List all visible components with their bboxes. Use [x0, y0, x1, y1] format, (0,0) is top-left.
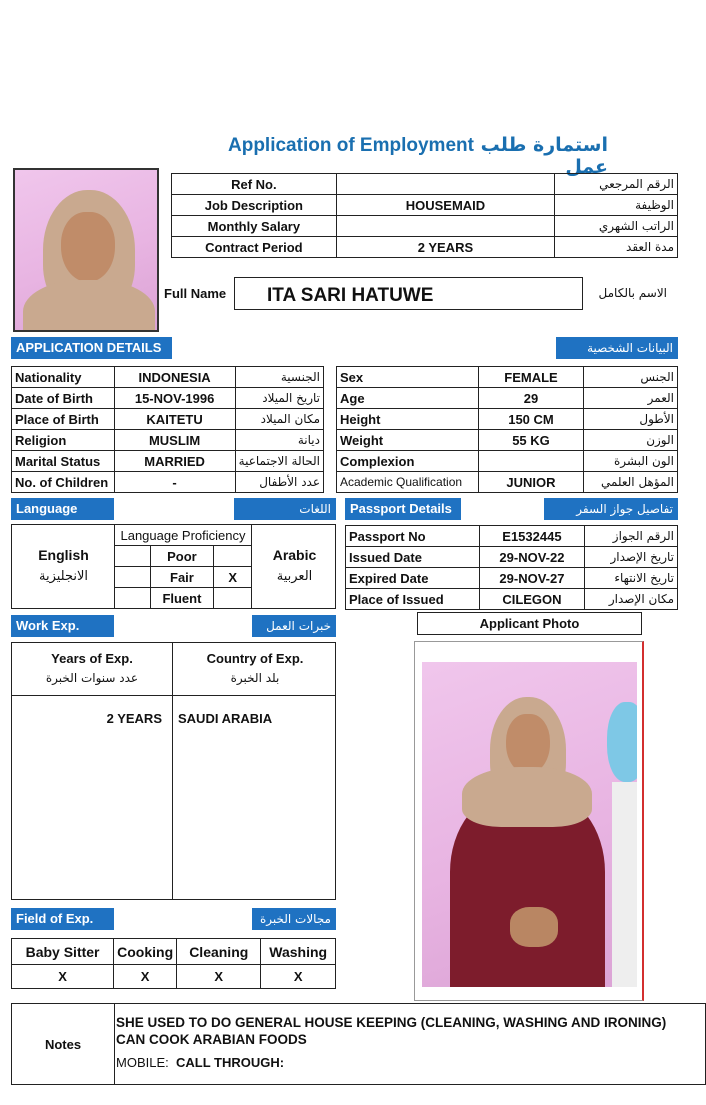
portrait-photo	[13, 168, 159, 332]
pob-label: Place of Birth	[12, 409, 115, 430]
table-row	[337, 409, 678, 430]
job-description-value: HOUSEMAID	[336, 195, 554, 216]
marital-status-label: Marital Status	[12, 451, 115, 472]
children-label-ar: عدد الأطفال	[235, 472, 323, 493]
table-row	[172, 195, 678, 216]
table-row	[346, 547, 678, 568]
sex-label: Sex	[337, 367, 479, 388]
field-exp-header-ar: مجالات الخبرة	[252, 908, 336, 930]
contract-period-label-ar: مدة العقد	[555, 237, 678, 258]
years-exp-label-ar: عدد سنوات الخبرة	[45, 671, 139, 685]
dob-label: Date of Birth	[12, 388, 115, 409]
height-value: 150 CM	[478, 409, 583, 430]
language-proficiency-table	[114, 524, 252, 609]
age-label-ar: العمر	[584, 388, 678, 409]
table-row	[12, 965, 336, 989]
sex-value: FEMALE	[478, 367, 583, 388]
table-row	[337, 367, 678, 388]
table-row	[346, 526, 678, 547]
dob-value: 15-NOV-1996	[114, 388, 235, 409]
notes-label: Notes	[44, 1037, 82, 1052]
language-proficiency-label: Language Proficiency	[115, 525, 252, 546]
children-value: -	[114, 472, 235, 493]
table-row	[12, 367, 324, 388]
arabic-fair-cell: X	[214, 567, 252, 588]
country-exp-label-ar: بلد الخبرة	[230, 671, 280, 685]
arabic-label: Arabic	[272, 547, 317, 563]
field-cleaning-label: Cleaning	[177, 939, 261, 965]
english-fluent-cell	[115, 588, 151, 609]
nationality-label: Nationality	[12, 367, 115, 388]
place-issued-label: Place of Issued	[346, 589, 480, 610]
table-row	[346, 589, 678, 610]
table-row	[115, 525, 252, 546]
weight-label: Weight	[337, 430, 479, 451]
english-fair-cell	[115, 567, 151, 588]
table-row	[12, 409, 324, 430]
job-description-label: Job Description	[172, 195, 337, 216]
children-label: No. of Children	[12, 472, 115, 493]
age-value: 29	[478, 388, 583, 409]
level-fair: Fair	[150, 567, 214, 588]
table-row	[337, 388, 678, 409]
notes-line-1: SHE USED TO DO GENERAL HOUSE KEEPING (CLEANING, WASHING AND IRONING)	[116, 1015, 667, 1030]
table-row	[115, 546, 252, 567]
ref-no-value	[336, 174, 554, 195]
pob-value: KAITETU	[114, 409, 235, 430]
mobile-value: CALL THROUGH:	[176, 1055, 285, 1070]
top-info-table	[171, 173, 678, 258]
issued-date-label: Issued Date	[346, 547, 480, 568]
table-row	[12, 430, 324, 451]
country-exp-value: SAUDI ARABIA	[178, 711, 273, 726]
academic-value: JUNIOR	[478, 472, 583, 493]
dob-label-ar: تاريخ الميلاد	[235, 388, 323, 409]
field-exp-header: Field of Exp.	[11, 908, 114, 930]
field-cleaning-mark: X	[177, 965, 261, 989]
job-description-label-ar: الوظيفة	[555, 195, 678, 216]
field-baby-sitter-label: Baby Sitter	[12, 939, 114, 965]
full-name-box	[234, 277, 583, 310]
religion-label-ar: ديانة	[235, 430, 323, 451]
applicant-photo-label: Applicant Photo	[417, 612, 642, 635]
passport-no-label-ar: الرقم الجواز	[585, 526, 678, 547]
field-cooking-mark: X	[114, 965, 177, 989]
passport-header: Passport Details	[345, 498, 461, 520]
level-poor: Poor	[150, 546, 214, 567]
marital-status-value: MARRIED	[114, 451, 235, 472]
arabic-label-ar: العربية	[276, 569, 313, 584]
height-label: Height	[337, 409, 479, 430]
table-row	[12, 388, 324, 409]
religion-label: Religion	[12, 430, 115, 451]
pob-label-ar: مكان الميلاد	[235, 409, 323, 430]
nationality-label-ar: الجنسية	[235, 367, 323, 388]
field-washing-mark: X	[261, 965, 336, 989]
monthly-salary-label: Monthly Salary	[172, 216, 337, 237]
table-row	[172, 174, 678, 195]
religion-value: MUSLIM	[114, 430, 235, 451]
table-row	[346, 568, 678, 589]
table-row	[12, 451, 324, 472]
applicant-photo	[414, 641, 644, 1001]
work-exp-header-ar: خبرات العمل	[252, 615, 336, 637]
application-details-header: APPLICATION DETAILS	[11, 337, 172, 359]
field-exp-table	[11, 938, 336, 989]
application-details-header-ar: البيانات الشخصية	[556, 337, 678, 359]
age-label: Age	[337, 388, 479, 409]
nationality-value: INDONESIA	[114, 367, 235, 388]
language-header-ar: اللغات	[234, 498, 336, 520]
complexion-label: Complexion	[337, 451, 479, 472]
contract-period-label: Contract Period	[172, 237, 337, 258]
personal-details-left-table	[11, 366, 324, 493]
place-issued-label-ar: مكان الإصدار	[585, 589, 678, 610]
table-row	[115, 567, 252, 588]
table-row	[337, 430, 678, 451]
passport-table	[345, 525, 678, 610]
height-label-ar: الأطول	[584, 409, 678, 430]
issued-date-value: 29-NOV-22	[479, 547, 585, 568]
ref-no-label: Ref No.	[172, 174, 337, 195]
level-fluent: Fluent	[150, 588, 214, 609]
full-name-label-ar: الاسم بالكامل	[598, 286, 667, 300]
expired-date-label-ar: تاريخ الانتهاء	[585, 568, 678, 589]
english-label: English	[38, 547, 89, 563]
table-row	[172, 216, 678, 237]
years-exp-value: 2 YEARS	[106, 711, 162, 726]
notes-box	[11, 1003, 706, 1085]
expired-date-label: Expired Date	[346, 568, 480, 589]
monthly-salary-value	[336, 216, 554, 237]
complexion-value	[478, 451, 583, 472]
notes-line-2: CAN COOK ARABIAN FOODS	[116, 1032, 307, 1047]
contract-period-value: 2 YEARS	[336, 237, 554, 258]
work-exp-box	[11, 642, 336, 900]
language-header: Language	[11, 498, 114, 520]
field-washing-label: Washing	[261, 939, 336, 965]
work-exp-header: Work Exp.	[11, 615, 114, 637]
ref-no-label-ar: الرقم المرجعي	[555, 174, 678, 195]
table-row	[12, 472, 324, 493]
personal-details-right-table	[336, 366, 678, 493]
complexion-label-ar: الون البشرة	[584, 451, 678, 472]
mobile-label: MOBILE:	[116, 1055, 169, 1070]
academic-label-ar: المؤهل العلمي	[584, 472, 678, 493]
monthly-salary-label-ar: الراتب الشهري	[555, 216, 678, 237]
arabic-fluent-cell	[214, 588, 252, 609]
english-label-ar: الانجليزية	[38, 569, 89, 584]
field-baby-sitter-mark: X	[12, 965, 114, 989]
place-issued-value: CILEGON	[479, 589, 585, 610]
english-poor-cell	[115, 546, 151, 567]
expired-date-value: 29-NOV-27	[479, 568, 585, 589]
country-exp-label: Country of Exp.	[206, 651, 304, 666]
marital-status-label-ar: الحالة الاجتماعية	[235, 451, 323, 472]
table-row	[337, 472, 678, 493]
table-row	[115, 588, 252, 609]
sex-label-ar: الجنس	[584, 367, 678, 388]
years-exp-label: Years of Exp.	[51, 651, 133, 666]
weight-label-ar: الوزن	[584, 430, 678, 451]
passport-header-ar: تفاصيل جواز السفر	[544, 498, 678, 520]
full-name-label: Full Name	[164, 286, 227, 301]
issued-date-label-ar: تاريخ الإصدار	[585, 547, 678, 568]
title-en: Application of Employment	[228, 135, 474, 156]
full-name-value: ITA SARI HATUWE	[267, 285, 434, 306]
passport-no-value: E1532445	[479, 526, 585, 547]
table-row	[172, 237, 678, 258]
table-row	[12, 939, 336, 965]
academic-label: Academic Qualification	[337, 472, 479, 493]
passport-no-label: Passport No	[346, 526, 480, 547]
field-cooking-label: Cooking	[114, 939, 177, 965]
weight-value: 55 KG	[478, 430, 583, 451]
arabic-poor-cell	[214, 546, 252, 567]
title-ar: استمارة طلب عمل	[480, 134, 608, 178]
table-row	[337, 451, 678, 472]
